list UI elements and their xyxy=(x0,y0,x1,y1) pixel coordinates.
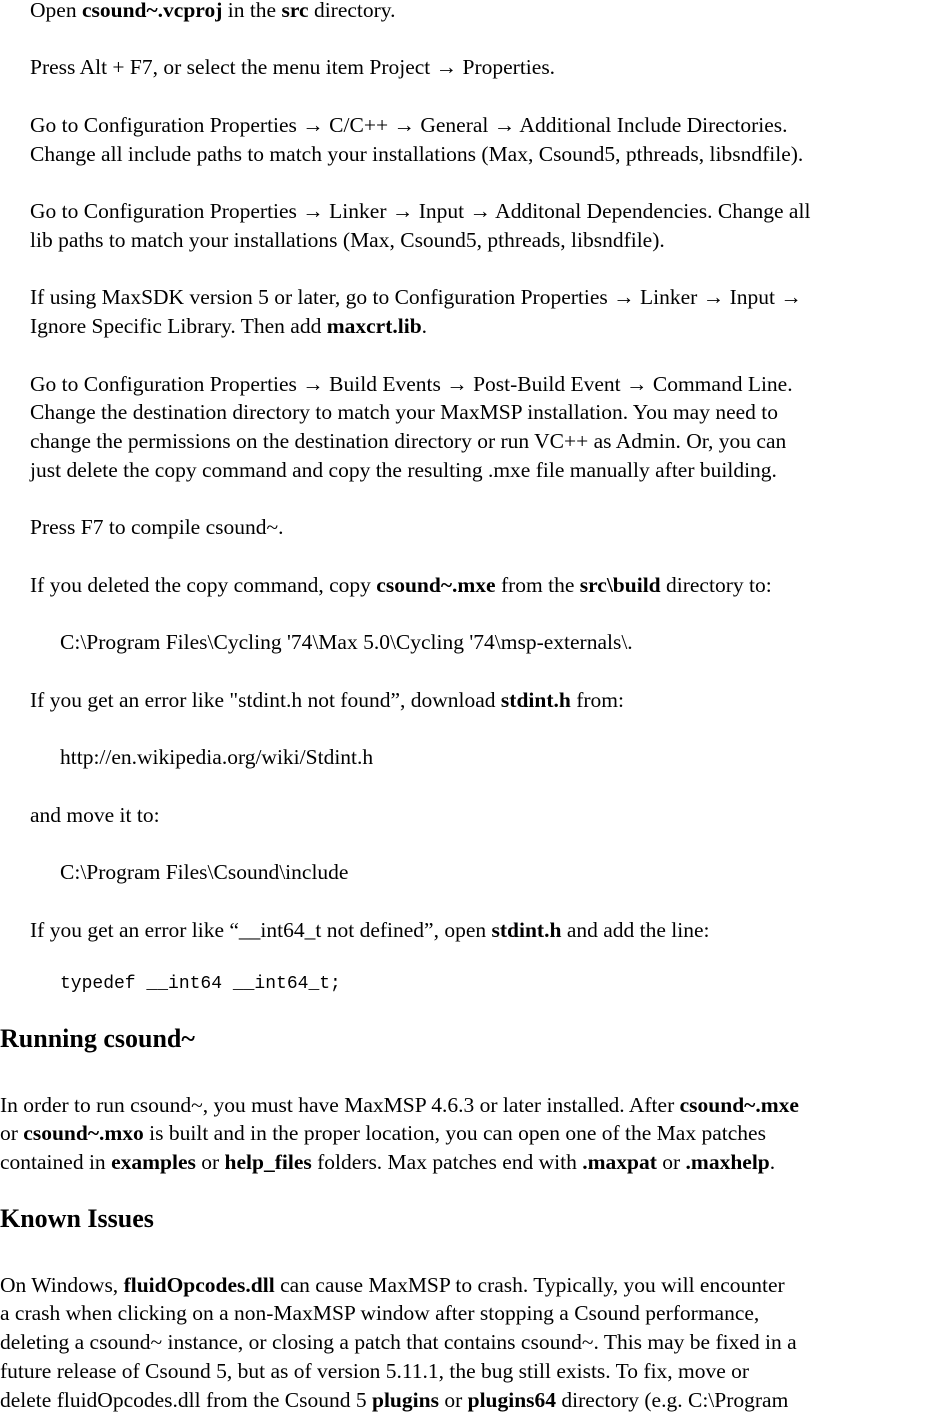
step-linker-line1: Go to Configuration Properties → Linker → Input → Additonal Dependencies. Change all xyxy=(30,199,811,223)
step-postbuild-line4: just delete the copy command and copy the resulting .mxe file manually after building. xyxy=(30,458,777,482)
heading-running-csound: Running csound~ xyxy=(0,1024,195,1053)
known-issues-line2: a crash when clicking on a non-MaxMSP window after stopping a Csound performance, xyxy=(0,1301,760,1325)
running-paragraph-line1: In order to run csound~, you must have MaxMSP 4.6.3 or later installed. After csound~.mxe xyxy=(0,1093,799,1117)
known-issues-line3: deleting a csound~ instance, or closing a patch that contains csound~. This may be fixed in a xyxy=(0,1330,797,1354)
step-include-dirs-line1: Go to Configuration Properties → C/C++ → General → Additional Include Directories. xyxy=(30,113,788,137)
step-stdint-error: If you get an error like "stdint.h not found”, download stdint.h from: xyxy=(30,688,624,712)
stdint-url: http://en.wikipedia.org/wiki/Stdint.h xyxy=(60,745,374,769)
step-open-project: Open csound~.vcproj in the src directory. xyxy=(30,0,396,22)
known-issues-line5: delete fluidOpcodes.dll from the Csound 5 plugins or plugins64 directory (e.g. C:\Program xyxy=(0,1388,789,1412)
step-postbuild-line1: Go to Configuration Properties → Build Events → Post-Build Event → Command Line. xyxy=(30,372,793,396)
running-paragraph-line3: contained in examples or help_files folders. Max patches end with .maxpat or .maxhelp. xyxy=(0,1150,776,1174)
step-linker-line2: lib paths to match your installations (Max, Csound5, pthreads, libsndfile). xyxy=(30,228,665,252)
include-path: C:\Program Files\Csound\include xyxy=(60,860,349,884)
step-move-it: and move it to: xyxy=(30,803,160,827)
step-int64-error: If you get an error like “__int64_t not defined”, open stdint.h and add the line: xyxy=(30,918,710,942)
step-ignore-lib-line2: Ignore Specific Library. Then add maxcrt.lib. xyxy=(30,314,428,338)
step-open-properties: Press Alt + F7, or select the menu item Project → Properties. xyxy=(30,55,556,79)
step-ignore-lib-line1: If using MaxSDK version 5 or later, go to Configuration Properties → Linker → Input → xyxy=(30,285,802,309)
heading-known-issues: Known Issues xyxy=(0,1204,154,1233)
step-include-dirs-line2: Change all include paths to match your installations (Max, Csound5, pthreads, libsndfile). xyxy=(30,142,804,166)
step-postbuild-line3: change the permissions on the destination directory or run VC++ as Admin. Or, you can xyxy=(30,429,787,453)
step-postbuild-line2: Change the destination directory to match your MaxMSP installation. You may need to xyxy=(30,400,779,424)
typedef-code-line: typedef __int64 __int64_t; xyxy=(60,974,341,994)
known-issues-line4: future release of Csound 5, but as of version 5.11.1, the bug still exists. To fix, move or xyxy=(0,1359,750,1383)
step-compile: Press F7 to compile csound~. xyxy=(30,515,284,539)
running-paragraph-line2: or csound~.mxo is built and in the proper location, you can open one of the Max patches xyxy=(0,1121,766,1145)
known-issues-line1: On Windows, fluidOpcodes.dll can cause MaxMSP to crash. Typically, you will encounter xyxy=(0,1273,785,1297)
step-copy-mxe: If you deleted the copy command, copy csound~.mxe from the src\build directory to: xyxy=(30,573,772,597)
destination-path: C:\Program Files\Cycling '74\Max 5.0\Cycling '74\msp-externals\. xyxy=(60,630,633,654)
